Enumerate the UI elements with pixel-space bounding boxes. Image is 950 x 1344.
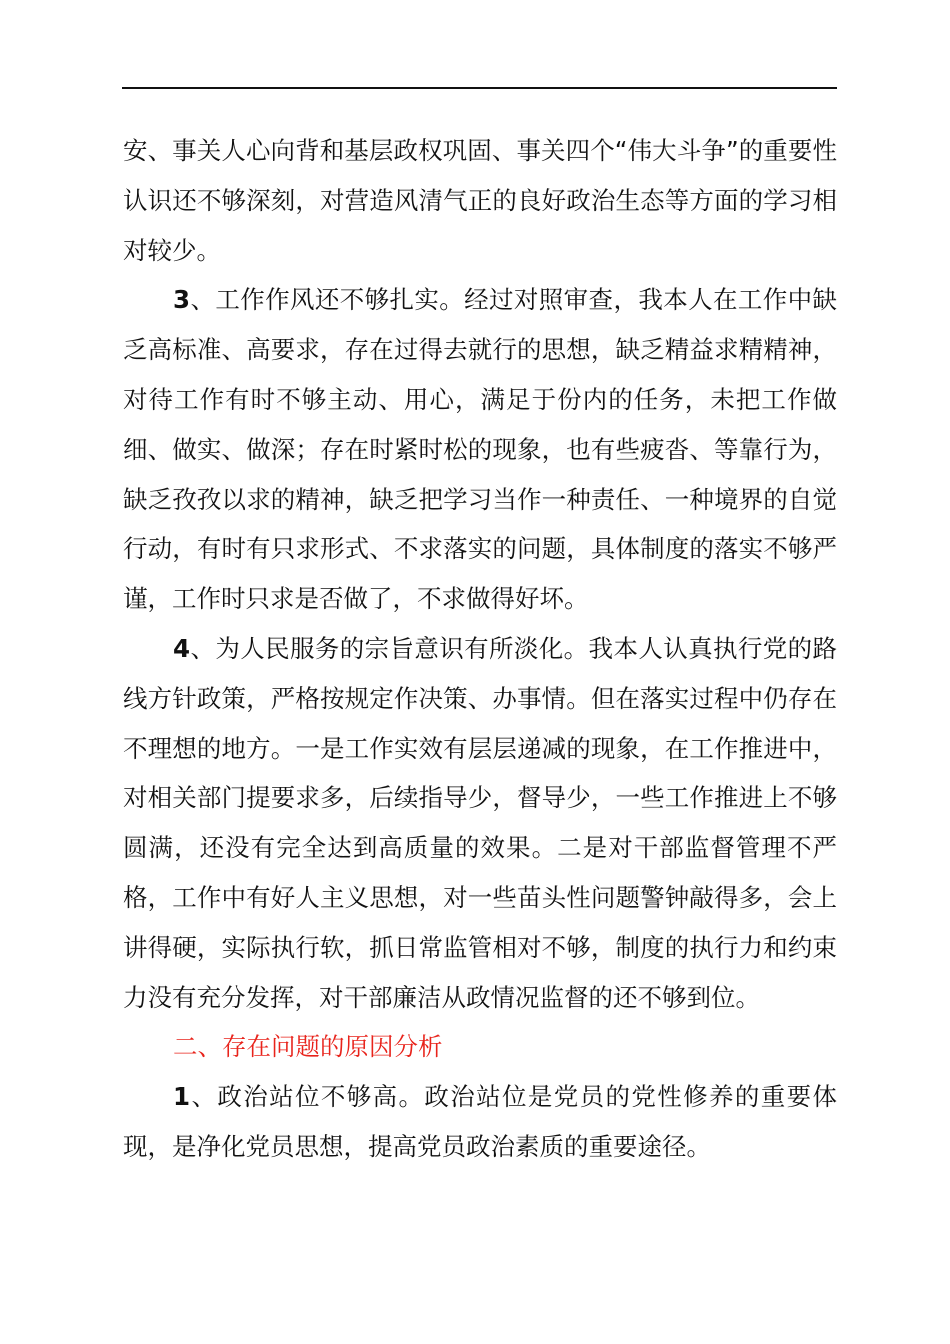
item-number: 1 xyxy=(173,1082,191,1112)
section-heading-text: 二、存在问题的原因分析 xyxy=(173,1032,443,1062)
paragraph-continued xyxy=(123,126,837,275)
paragraph-text: 、工作作风还不够扎实。经过对照审查，我本人在工作中缺乏高标准、高要求，存在过得去就行的思想，缺乏精益求精精神，对待工作有时不够主动、用心，满足于份内的任务，未把工作做细、做实、做深；存在时紧时松的现象，也有些疲沓、等靠行为，缺乏孜孜以求的精神，缺乏把学习当作一种责任、一种境界的自觉行动，有时有只求形式、不求落实的问题，具体制度的落实不够严谨，工作时只求是否做了，不求做得好坏。 xyxy=(123,285,837,614)
paragraph-item-1 xyxy=(123,1072,837,1172)
paragraph-text: 、为人民服务的宗旨意识有所淡化。我本人认真执行党的路线方针政策，严格按规定作决策、办事情。但在落实过程中仍存在不理想的地方。一是工作实效有层层递减的现象，在工作推进中，对相关部门提要求多，后续指导少，督导少，一些工作推进上不够圆满，还没有完全达到高质量的效果。二是对干部监督管理不严格，工作中有好人主义思想，对一些苗头性问题警钟敲得多，会上讲得硬，实际执行软，抓日常监管相对不够，制度的执行力和约束力没有充分发挥，对干部廉洁从政情况监督的还不够到位。 xyxy=(123,633,837,1012)
paragraph-text: 、政治站位不够高。政治站位是党员的党性修养的重要体现，是净化党员思想，提高党员政治素质的重要途径。 xyxy=(123,1082,837,1161)
paragraph-item-4 xyxy=(123,624,837,1022)
item-number: 4 xyxy=(173,633,191,663)
paragraph-text: 安、事关人心向背和基层政权巩固、事关四个“伟大斗争”的重要性认识还不够深刻，对营造风清气正的良好政治生态等方面的学习相对较少。 xyxy=(123,136,837,265)
header-rule xyxy=(122,87,837,89)
paragraph-item-3 xyxy=(123,275,837,624)
document-body xyxy=(123,126,837,1172)
section-heading xyxy=(123,1022,837,1072)
item-number: 3 xyxy=(173,285,191,315)
